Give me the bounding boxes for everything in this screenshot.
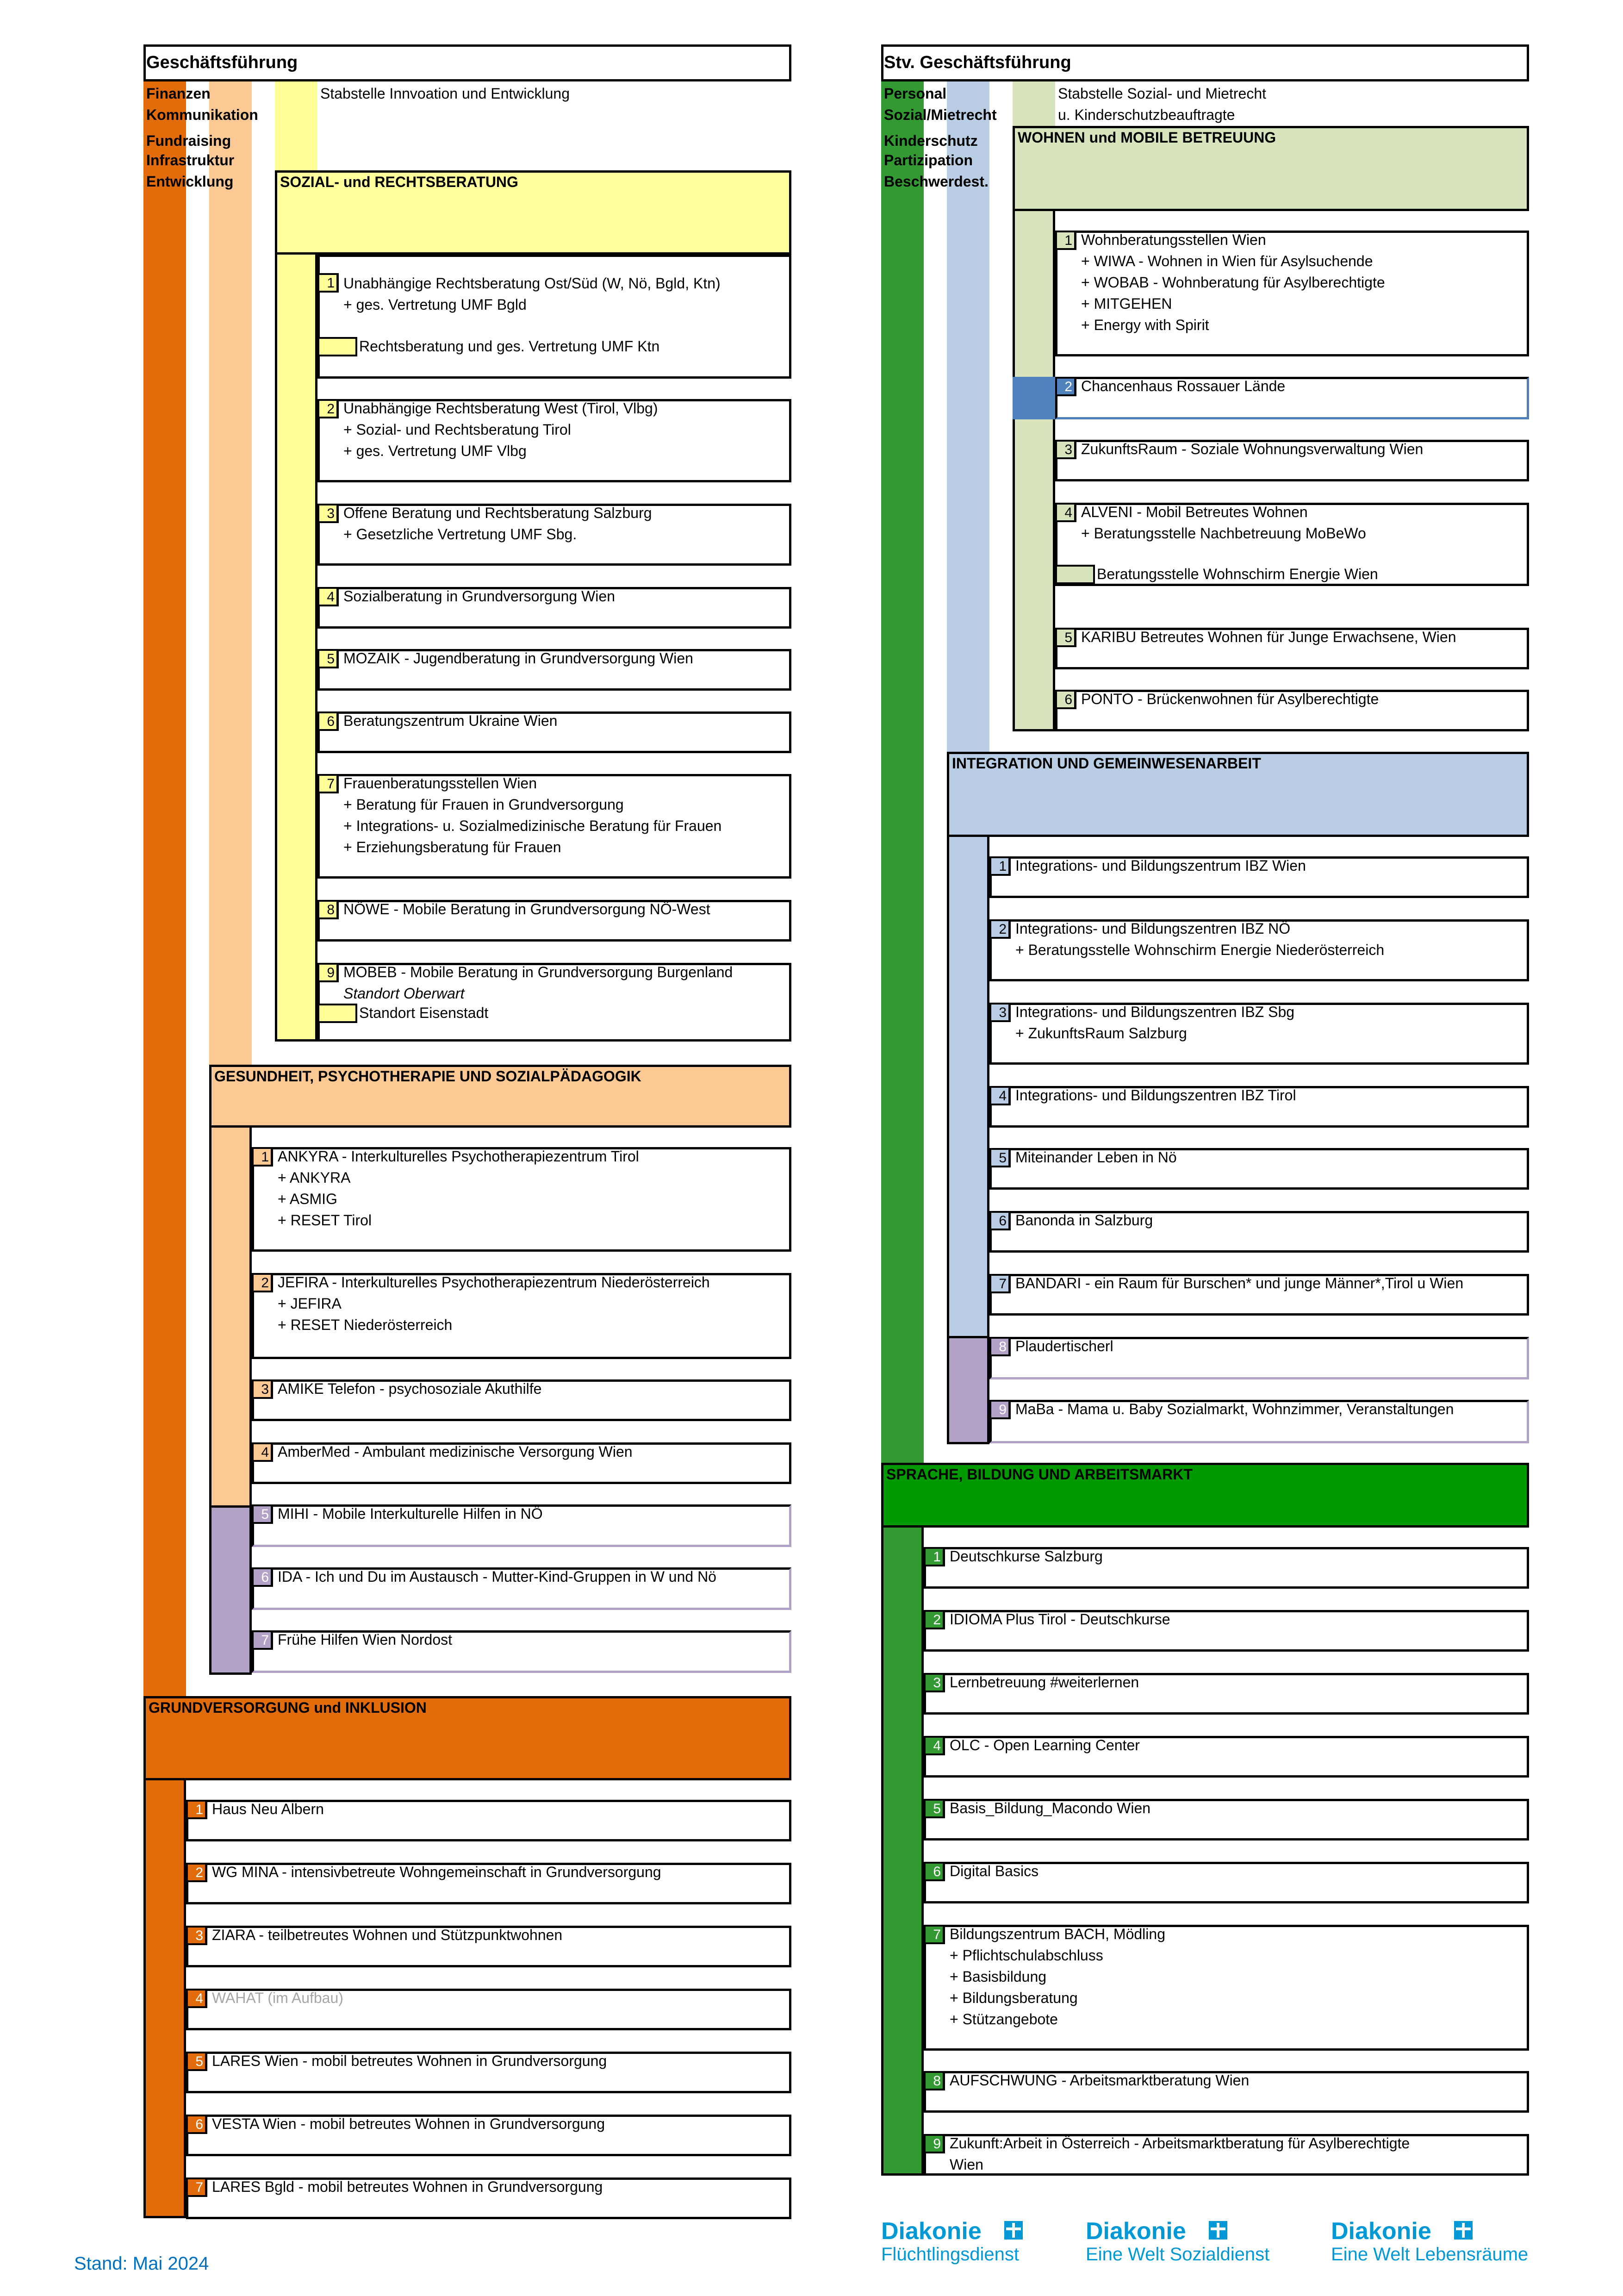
staff-function: Fundraising bbox=[146, 132, 231, 149]
staff-function: Beschwerdest. bbox=[884, 173, 989, 190]
sprache-sub-bar bbox=[881, 1528, 924, 2176]
logo-eine-welt-lebensraeume: Diakonie Eine Welt Lebensräume bbox=[1331, 2218, 1529, 2265]
grundversorgung-title: GRUNDVERSORGUNG und INKLUSION bbox=[149, 1699, 427, 1716]
logo-eine-welt-sozialdienst: Diakonie Eine Welt Sozialdienst bbox=[1086, 2218, 1270, 2265]
gesundheit-sub-bar bbox=[209, 1128, 252, 1507]
cross-icon bbox=[1454, 2221, 1473, 2240]
staff-function: Kommunikation bbox=[146, 106, 258, 123]
wohnen-header bbox=[1013, 126, 1529, 211]
logo-fluechtlingsdienst: Diakonie Flüchtlingsdienst bbox=[881, 2217, 1066, 2268]
wohnen-sub-bar bbox=[1013, 211, 1055, 731]
staff-function: Kinderschutz bbox=[884, 132, 978, 149]
bar-yellow bbox=[275, 81, 317, 172]
bar-green bbox=[881, 81, 924, 1470]
staff-function: Infrastruktur bbox=[146, 152, 235, 168]
sozial-sub-marker bbox=[317, 1004, 357, 1023]
integration-purple-bar bbox=[947, 1336, 989, 1444]
stabstelle-sozialrecht: Stabstelle Sozial- und Mietrecht bbox=[1058, 85, 1266, 102]
stv-geschaeftsfuehrung-title: Stv. Geschäftsführung bbox=[884, 53, 1071, 72]
grundversorgung-header bbox=[143, 1696, 791, 1780]
integration-title: INTEGRATION UND GEMEINWESENARBEIT bbox=[952, 755, 1261, 772]
sozial-sub-marker bbox=[317, 337, 357, 356]
sprache-header bbox=[881, 1463, 1529, 1528]
gesundheit-header bbox=[209, 1065, 791, 1128]
wohnen-title: WOHNEN und MOBILE BETREUUNG bbox=[1018, 129, 1276, 146]
sprache-title: SPRACHE, BILDUNG UND ARBEITSMARKT bbox=[886, 1466, 1193, 1483]
bar-lightgreen bbox=[1013, 81, 1055, 128]
staff-function: Entwicklung bbox=[146, 173, 234, 190]
gesundheit-title: GESUNDHEIT, PSYCHOTHERAPIE UND SOZIALPÄDAGOGIK bbox=[214, 1068, 641, 1085]
bar-orange bbox=[143, 81, 186, 1699]
integration-sub-bar bbox=[947, 837, 989, 1338]
cross-icon bbox=[1004, 2221, 1023, 2240]
stand-date: Stand: Mai 2024 bbox=[74, 2253, 209, 2274]
staff-function: Partizipation bbox=[884, 152, 973, 168]
staff-function: Sozial/Mietrecht bbox=[884, 106, 997, 123]
sozial-header bbox=[275, 170, 791, 255]
geschaeftsfuehrung-title: Geschäftsführung bbox=[146, 53, 298, 72]
gesundheit-purple-bar bbox=[209, 1505, 252, 1675]
integration-header bbox=[947, 752, 1529, 837]
stabstelle-sozialrecht: u. Kinderschutzbeauftragte bbox=[1058, 106, 1235, 123]
grundversorgung-sub-bar bbox=[143, 1780, 186, 2218]
bar-peach bbox=[209, 81, 252, 1072]
stabstelle-innovation: Stabstelle Innvoation und Entwicklung bbox=[320, 85, 570, 102]
staff-function: Finanzen bbox=[146, 85, 211, 102]
cross-icon bbox=[1209, 2221, 1227, 2240]
wohnen-blue-marker bbox=[1013, 377, 1055, 419]
wohnen-sub-marker bbox=[1055, 565, 1095, 584]
staff-function: Personal bbox=[884, 85, 947, 102]
sozial-num-1: 1 bbox=[317, 273, 339, 293]
sozial-sub-bar bbox=[275, 255, 317, 1042]
sozial-title: SOZIAL- und RECHTSBERATUNG bbox=[280, 174, 518, 190]
